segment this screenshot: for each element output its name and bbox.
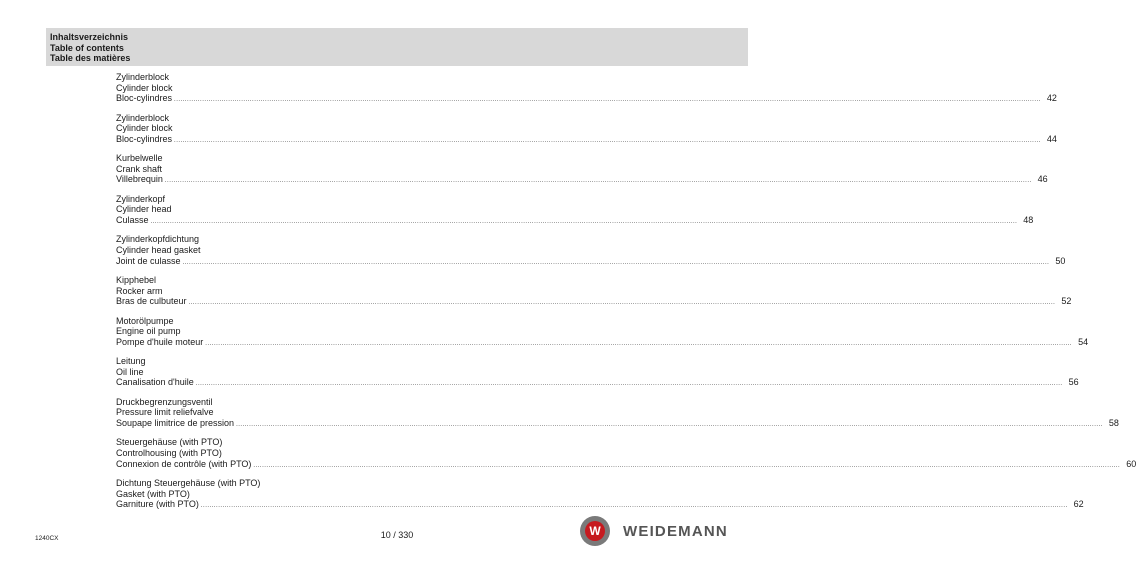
toc-entry[interactable]	[116, 112, 1057, 154]
entry-last-line	[116, 336, 1089, 350]
entry-title-de: Motorölpumpe	[116, 315, 174, 326]
entry-page-number[interactable]: 42	[1046, 93, 1057, 104]
dot-leader: ................................................................................................................................................................................................................................................................................................................................................................................................................	[150, 218, 1018, 225]
entry-page-number[interactable]: 46	[1037, 174, 1048, 185]
document-code: 1240CX	[35, 535, 59, 542]
toc-entry[interactable]	[116, 477, 1084, 519]
entry-title-fr: Soupape limitrice de pression	[116, 417, 235, 428]
entry-title-de: Druckbegrenzungsventil	[116, 396, 213, 407]
entry-page-number[interactable]: 50	[1055, 255, 1066, 266]
entry-title-fr: Pompe d'huile moteur	[116, 336, 204, 347]
entry-page-number[interactable]: 58	[1108, 417, 1119, 428]
entry-title-fr: Villebrequin	[116, 174, 163, 185]
entry-last-line	[116, 417, 1119, 431]
entry-page-number[interactable]: 62	[1073, 499, 1084, 510]
entry-title-en: Pressure limit reliefvalve	[116, 407, 214, 418]
entry-last-line	[116, 214, 1034, 228]
entry-last-line	[116, 174, 1048, 187]
entry-title-fr: Culasse	[116, 214, 149, 225]
entry-page-number[interactable]: 60	[1126, 458, 1136, 469]
entry-title-en: Rocker arm	[116, 285, 163, 296]
entry-title-de: Zylinderblock	[116, 112, 170, 123]
entry-title-en: Engine oil pump	[116, 326, 181, 337]
entry-title-de: Dichtung Steuergehäuse (with PTO)	[116, 477, 261, 488]
entry-last-line	[116, 377, 1079, 390]
entry-title-de: Kipphebel	[116, 274, 157, 285]
toc-entry[interactable]	[116, 437, 1136, 478]
entry-page-number[interactable]: 44	[1046, 133, 1057, 144]
entry-page-number[interactable]: 52	[1061, 296, 1072, 307]
entry-title-en: Controlhousing (with PTO)	[116, 447, 222, 458]
entry-title-de: Zylinderkopfdichtung	[116, 234, 200, 245]
brand-name: WEIDEMANN	[623, 522, 728, 540]
entry-title-de: Zylinderkopf	[116, 193, 166, 204]
entry-page-number[interactable]: 56	[1068, 377, 1079, 388]
entry-last-line	[116, 133, 1057, 147]
entry-title-de: Kurbelwelle	[116, 153, 163, 164]
toc-entry[interactable]	[116, 315, 1089, 357]
toc-header	[46, 28, 748, 66]
entry-title-en: Cylinder head	[116, 204, 172, 215]
brand-logo	[580, 516, 728, 546]
toc-entry[interactable]	[116, 153, 1048, 194]
toc-entry[interactable]	[116, 356, 1079, 397]
dot-leader: ................................................................................................................................................................................................................................................................................................................................................................................................................	[174, 137, 1041, 144]
toc-entry[interactable]	[116, 234, 1066, 275]
entry-last-line	[116, 458, 1136, 472]
entry-last-line	[116, 499, 1084, 512]
entry-title-de: Steuergehäuse (with PTO)	[116, 437, 223, 448]
entry-title-fr: Connexion de contrôle (with PTO)	[116, 458, 252, 469]
entry-title-fr: Garniture (with PTO)	[116, 499, 199, 510]
toc-entry[interactable]	[116, 396, 1119, 438]
entry-title-fr: Bloc-cylindres	[116, 93, 173, 104]
entry-page-number[interactable]: 54	[1078, 336, 1089, 347]
entry-title-fr: Canalisation d'huile	[116, 377, 194, 388]
header-title-en: Table of contents	[50, 42, 124, 53]
entry-title-de: Zylinderblock	[116, 72, 170, 82]
dot-leader: ................................................................................................................................................................................................................................................................................................................................................................................................................	[164, 178, 1032, 185]
dot-leader: ................................................................................................................................................................................................................................................................................................................................................................................................................	[195, 381, 1063, 388]
entry-title-en: Cylinder head gasket	[116, 244, 201, 255]
dot-leader: ................................................................................................................................................................................................................................................................................................................................................................................................................	[182, 259, 1050, 266]
page-indicator: 10 / 330	[380, 530, 414, 540]
dot-leader: ................................................................................................................................................................................................................................................................................................................................................................................................................	[174, 97, 1041, 104]
dot-leader: ................................................................................................................................................................................................................................................................................................................................................................................................................	[188, 300, 1056, 307]
entry-title-en: Gasket (with PTO)	[116, 488, 190, 499]
toc-entry[interactable]	[116, 72, 1057, 113]
dot-leader: ................................................................................................................................................................................................................................................................................................................................................................................................................	[253, 462, 1121, 469]
logo-letter: W	[585, 521, 605, 541]
entry-title-en: Crank shaft	[116, 163, 163, 174]
entry-title-fr: Joint de culasse	[116, 255, 181, 266]
toc-entries	[116, 72, 1136, 519]
entry-last-line	[116, 296, 1072, 309]
header-title-de: Inhaltsverzeichnis	[50, 32, 129, 42]
entry-last-line	[116, 255, 1066, 269]
entry-last-line	[116, 93, 1057, 106]
toc-entry[interactable]	[116, 193, 1034, 235]
toc-entry[interactable]	[116, 274, 1072, 316]
dot-leader: ................................................................................................................................................................................................................................................................................................................................................................................................................	[205, 340, 1073, 347]
dot-leader: ................................................................................................................................................................................................................................................................................................................................................................................................................	[236, 421, 1103, 428]
entry-title-en: Cylinder block	[116, 123, 173, 134]
entry-title-en: Cylinder block	[116, 82, 173, 93]
weidemann-logo-icon	[580, 516, 610, 546]
header-title-fr: Table des matières	[50, 53, 131, 63]
entry-title-fr: Bras de culbuteur	[116, 296, 187, 307]
dot-leader: ................................................................................................................................................................................................................................................................................................................................................................................................................	[200, 503, 1068, 510]
entry-title-de: Leitung	[116, 356, 146, 367]
entry-page-number[interactable]: 48	[1023, 214, 1034, 225]
entry-title-fr: Bloc-cylindres	[116, 133, 173, 144]
entry-title-en: Oil line	[116, 366, 144, 377]
